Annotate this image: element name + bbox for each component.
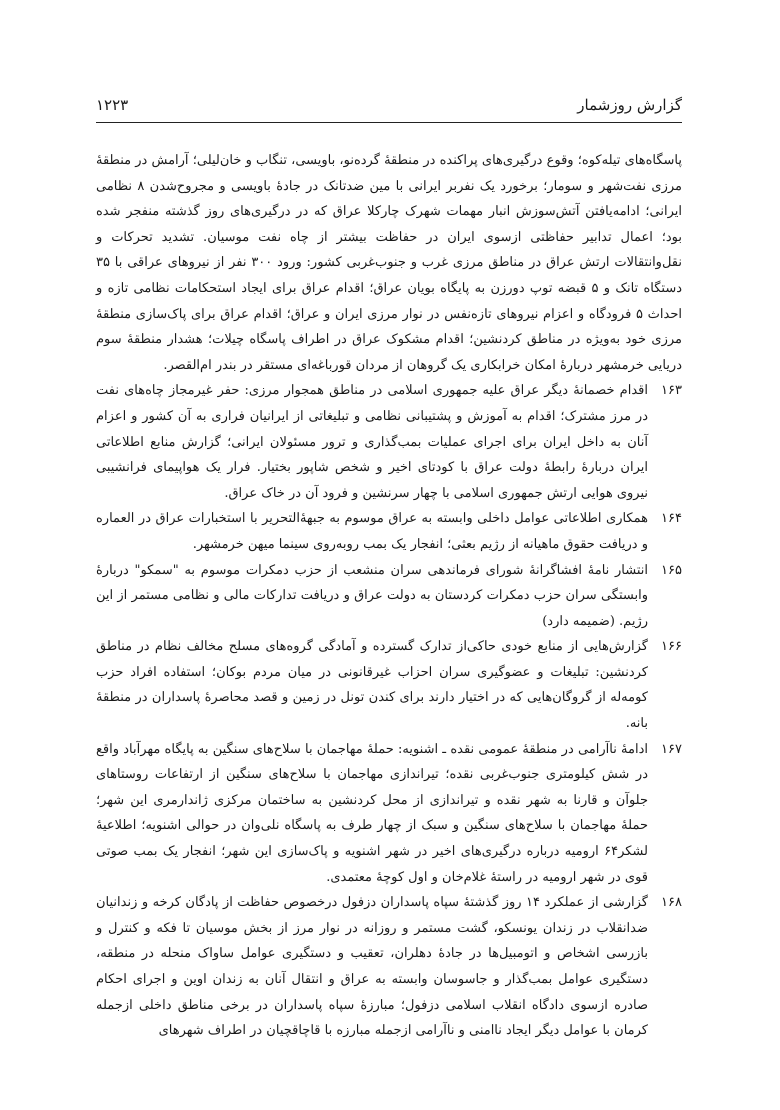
item-text: گزارشی از عملکرد ۱۴ روز گذشتۀ سپاه پاسداران دزفول درخصوص حفاظت از پادگان کرخه و زندانیان ضدانقلاب در زندان یونسکو، گشت مستمر و روزانه در نوار مرز از بخش موسیان تا فکه و کنترل و بازرسی اشخاص و اتومبیل‌ها در جادۀ دهلران، تعقیب و دستگیری عوامل ساواک منحله در منطقه، دستگیری عوامل بمب‌گذار و جاسوسان وابسته به عراق و انتقال آنان به زندان اوین و اجرای احکام صادره ازسوی دادگاه انقلاب اسلامی دزفول؛ مبارزۀ سپاه پاسداران در برخی مناطق داخلی ازجمله کرمان با عوامل دیگر ایجاد ناامنی و ناآرامی ازجمله مبارزه با قاچاقچیان در اطراف شهرهای xyxy=(96,895,648,1039)
item-text: گزارش‌هایی از منابع خودی حاکی‌از تدارک گسترده و آمادگی گروه‌های مسلح مخالف نظام در مناطق کردنشین: تبلیغات و عضوگیری سران احزاب غیرقانونی در میان مردم بوکان؛ استفاده افراد حزب کومەله از گروگان‌هایی که در اختیار دارند برای کندن تونل در زمین و قصد محاصرۀ پاسداران در منطقۀ بانه. xyxy=(96,639,648,732)
item-number: ۱۶۵ xyxy=(661,562,682,578)
list-item xyxy=(96,737,682,891)
item-text: اقدام خصمانۀ دیگر عراق علیه جمهوری اسلامی در مناطق همجوار مرزی: حفر غیرمجاز چاه‌های نفت در مرز مشترک؛ اقدام به آموزش و پشتیبانی نظامی و تبلیغاتی از ایرانیان فراری به آن کشور و اعزام آنان به داخل ایران برای اجرای عملیات بمب‌گذاری و ترور مسئولان ایرانی؛ گزارش منابع اطلاعاتی ایران دربارۀ رابطۀ دولت عراق با کودتای اخیر و شخص شاپور بختیار. فرار یک هواپیمای فرانشیبی نیروی هوایی ارتش جمهوری اسلامی با چهار سرنشین و فرود آن در خاک عراق. xyxy=(96,383,648,501)
item-number: ۱۶۷ xyxy=(661,741,682,757)
header-divider xyxy=(96,122,682,123)
continued-paragraph: پاسگاه‌های تیله‌کوه؛ وقوع درگیری‌های پراکنده در منطقۀ گردەنو، باویسی، تنگاب و خان‌لیلی؛ آرامش در منطقۀ مرزی نفت‌شهر و سومار؛ برخورد یک نفربر ایرانی با مین ضدتانک در جادۀ باویسی و مجروح‌شدن ۸ نظامی ایرانی؛ ادامه‌یافتن آتش‌سوزش انبار مهمات شهرک چارکلا عراق که در درگیری‌های روز گذشته منفجر شده بود؛ اعمال تدابیر حفاظتی ازسوی ایران در حفاظت بیشتر از چاه نفت موسیان. تشدید تحرکات و نقل‌وانتقالات ارتش عراق در مناطق مرزی غرب و جنوب‌غربی کشور: ورود ۳۰۰ نفر از نیروهای عراقی با ۳۵ دستگاه تانک و ۵ قبضه توپ دورزن به پایگاه بویان عراق؛ اقدام عراق برای ایجاد استحکامات نظامی تازه و احداث ۵ فرودگاه و اعزام نیروهای تازەنفس در نوار مرزی ایران و عراق؛ اقدام عراق برای پاک‌سازی منطقۀ مرزی خود به‌ویژه در مناطق کردنشین؛ اقدام مشکوک عراق در اطراف پاسگاه چیلات؛ هشدار منطقۀ سوم دریایی خرمشهر دربارۀ امکان خرابکاری یک گروهان از مردان قورباغه‌ای مستقر در بندر ام‌القصر. xyxy=(96,153,682,373)
item-text: همکاری اطلاعاتی عوامل داخلی وابسته به عراق موسوم به جبهۀالتحریر با استخبارات عراق در العماره و دریافت حقوق ماهیانه از رژیم بعثی؛ انفجار یک بمب روبه‌روی سینما میهن خرمشهر. xyxy=(96,511,648,552)
page-number: ۱۲۲۳ xyxy=(96,96,129,114)
body-text xyxy=(96,148,682,1044)
item-number: ۱۶۶ xyxy=(661,639,682,655)
list-item xyxy=(96,378,682,506)
list-item xyxy=(96,634,682,736)
running-header-title: گزارش روزشمار xyxy=(577,96,682,114)
item-text: ادامۀ ناآرامی در منطقۀ عمومی نقده ـ اشنویه: حملۀ مهاجمان با سلاح‌های سنگین به پایگاه مهرآباد واقع در شش کیلومتری جنوب‌غربی نقده؛ تیراندازی مهاجمان با سلاح‌های سنگین از ارتفاعات روستاهای جلوآن و قارنا به شهر نقده و تیراندازی از محل کردنشین به ساختمان مرکزی ژاندارمری این شهر؛ حملۀ مهاجمان با سلاح‌های سنگین و سبک از چهار طرف به پاسگاه نلی‌وان در حوالی اشنویه؛ اطلاعیۀ لشکر۶۴ ارومیه درباره درگیری‌های اخیر در شهر اشنویه و پاک‌سازی این شهر؛ انفجار یک بمب صوتی قوی در شهر ارومیه در راستۀ غلام‌خان و اول کوچۀ معتمدی. xyxy=(96,741,648,885)
item-number: ۱۶۸ xyxy=(661,895,682,911)
list-item xyxy=(96,890,682,1044)
list-item xyxy=(96,506,682,557)
list-item xyxy=(96,558,682,635)
running-header xyxy=(96,88,682,114)
item-number: ۱۶۳ xyxy=(661,383,682,399)
item-text: انتشار نامۀ افشاگرانۀ شورای فرماندهی سران منشعب از حزب دمکرات موسوم به "سمکو" دربارۀ وابستگی سران حزب دمکرات کردستان به دولت عراق و دریافت تدارکات مالی و نظامی مستمر از این رژیم. (ضمیمه دارد) xyxy=(96,562,648,629)
item-number: ۱۶۴ xyxy=(661,511,682,527)
